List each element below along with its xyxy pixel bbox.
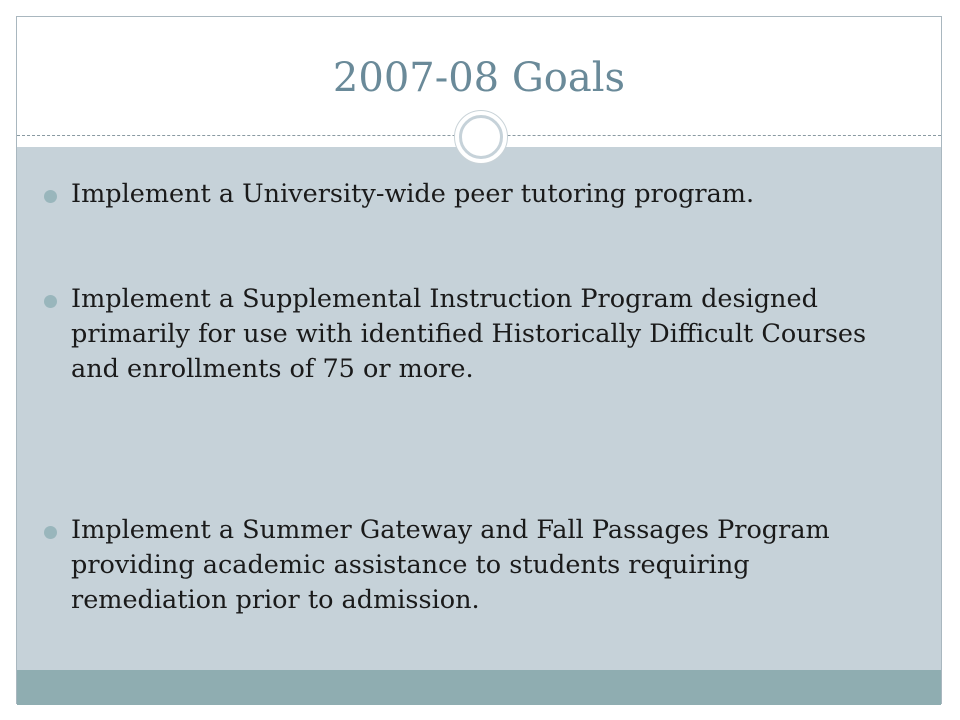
bullet-dot-icon bbox=[44, 190, 57, 203]
slide-title: 2007-08 Goals bbox=[332, 55, 626, 101]
circle-ornament-icon bbox=[454, 110, 508, 164]
bullet-dot-icon bbox=[44, 526, 57, 539]
bullet-dot-icon bbox=[44, 295, 57, 308]
bullet-text: Implement a Summer Gateway and Fall Passages Program providing academic assistance to students requiring remediation prior to admission. bbox=[71, 515, 830, 615]
bullet-text: Implement a University-wide peer tutoring program. bbox=[71, 179, 755, 209]
bullet-item bbox=[71, 513, 901, 618]
ornament-ring bbox=[459, 115, 503, 159]
slide bbox=[16, 16, 942, 704]
bullet-text: Implement a Supplemental Instruction Program designed primarily for use with identified Historically Difficult Courses and enrollments of 75 or more. bbox=[71, 284, 867, 384]
bullet-item bbox=[71, 177, 901, 212]
bullet-item bbox=[71, 282, 901, 387]
footer-band bbox=[17, 670, 941, 705]
